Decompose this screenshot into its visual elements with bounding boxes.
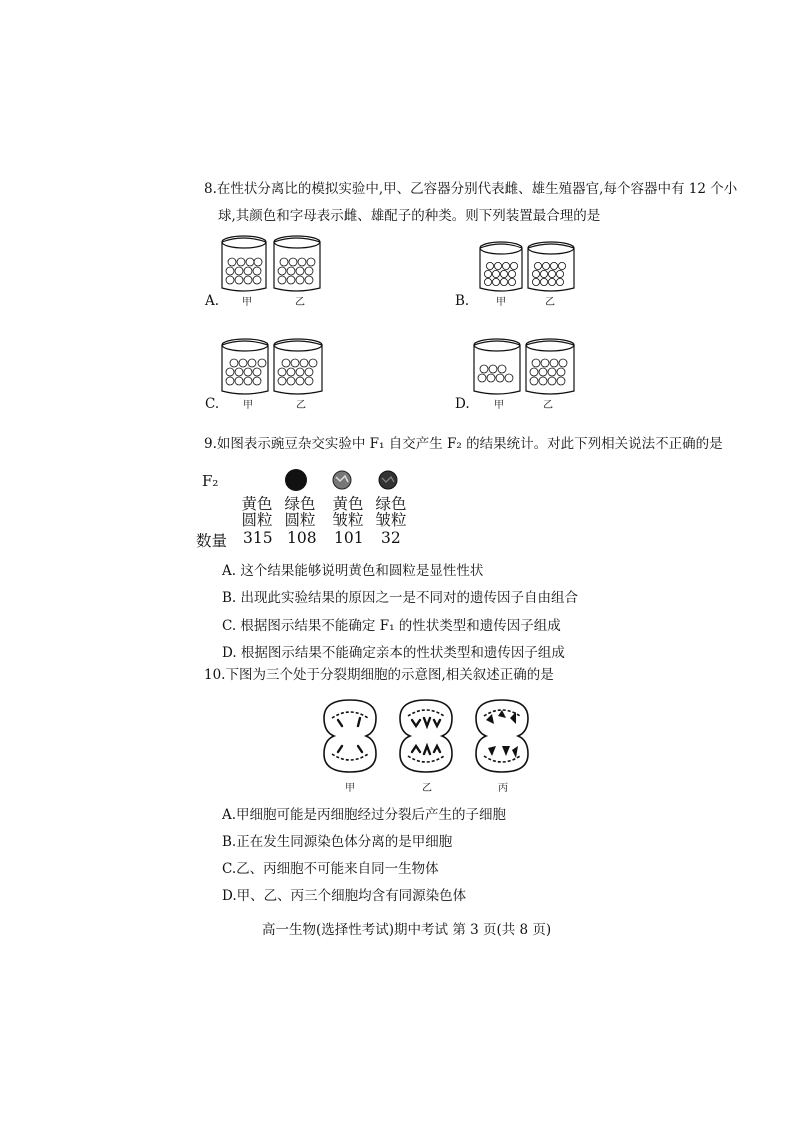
q9-phenotype-2: 绿色 圆粒	[284, 495, 316, 529]
q9-option-a: A. 这个结果能够说明黄色和圆粒是显性性状	[222, 563, 484, 579]
q8-option-b-left-label: 甲	[496, 297, 506, 308]
q10-cell-label-jia: 甲	[345, 783, 355, 794]
q9-count-label: 数量	[196, 532, 228, 550]
pea-green-round-icon	[285, 469, 307, 491]
q8-option-c-letter: C.	[205, 396, 220, 412]
q8-option-a-left-label: 甲	[242, 297, 252, 308]
q8-option-c-containers	[216, 335, 336, 405]
q8-option-c-right-label: 乙	[296, 400, 306, 411]
q10-stem: 10.下图为三个处于分裂期细胞的示意图,相关叙述正确的是	[204, 667, 554, 683]
chromosomes-bing-bottom	[488, 746, 518, 758]
q9-count-3: 101	[334, 529, 364, 547]
q9-option-b: B. 出现此实验结果的原因之一是不同对的遗传因子自由组合	[222, 590, 579, 606]
q9-stem: 9.如图表示豌豆杂交实验中 F₁ 自交产生 F₂ 的结果统计。对此下列相关说法不正确的是	[204, 436, 723, 452]
q9-option-d: D. 根据图示结果不能确定亲本的性状类型和遗传因子组成	[222, 645, 565, 661]
q10-cell-diagram	[316, 696, 546, 776]
q8-option-b-containers	[474, 238, 589, 298]
q10-cell-label-yi: 乙	[422, 783, 432, 794]
q10-option-d: D.甲、乙、丙三个细胞均含有同源染色体	[222, 888, 467, 904]
q8-stem-line2: 球,其颜色和字母表示雌、雄配子的种类。则下列装置最合理的是	[218, 208, 601, 224]
q8-option-d-left-label: 甲	[494, 400, 504, 411]
q9-phenotype-4: 绿色 皱粒	[375, 495, 407, 529]
q10-option-b: B.正在发生同源染色体分离的是甲细胞	[222, 834, 453, 850]
q8-option-b-letter: B.	[455, 293, 470, 309]
cell-yi-outline	[400, 700, 452, 772]
cell-jia-outline	[324, 700, 376, 772]
q8-option-d-containers	[470, 335, 595, 405]
q10-cell-label-bing: 丙	[498, 783, 508, 794]
q8-option-d-right-label: 乙	[543, 400, 553, 411]
q9-pea-images	[284, 468, 404, 492]
q9-count-4: 32	[381, 529, 401, 547]
q8-option-d-letter: D.	[455, 396, 470, 412]
chromosomes-yi-bottom	[412, 746, 440, 754]
q9-count-2: 108	[287, 529, 317, 547]
page-footer: 高一生物(选择性考试)期中考试 第 3 页(共 8 页)	[262, 922, 552, 938]
chromosomes-yi-top	[412, 718, 440, 726]
q8-option-a-letter: A.	[205, 293, 220, 309]
q8-option-c-left-label: 甲	[243, 400, 253, 411]
q10-option-a: A.甲细胞可能是丙细胞经过分裂后产生的子细胞	[222, 807, 507, 823]
chromosomes-jia-bottom	[338, 746, 362, 752]
q8-option-a-containers	[216, 232, 336, 302]
q9-phenotype-1: 黄色 圆粒	[241, 495, 273, 529]
q9-phenotype-3: 黄色 皱粒	[332, 495, 364, 529]
q9-count-1: 315	[243, 529, 273, 547]
q10-option-c: C.乙、丙细胞不可能来自同一生物体	[222, 861, 439, 877]
q8-option-a-right-label: 乙	[295, 297, 305, 308]
chromosomes-jia-top	[338, 718, 360, 726]
q8-stem-line1: 8.在性状分离比的模拟实验中,甲、乙容器分别代表雌、雄生殖器官,每个容器中有 12 个小	[204, 181, 738, 197]
q9-generation-label: F₂	[202, 472, 219, 490]
q8-option-b-right-label: 乙	[545, 297, 555, 308]
q9-option-c: C. 根据图示结果不能确定 F₁ 的性状类型和遗传因子组成	[222, 618, 561, 634]
